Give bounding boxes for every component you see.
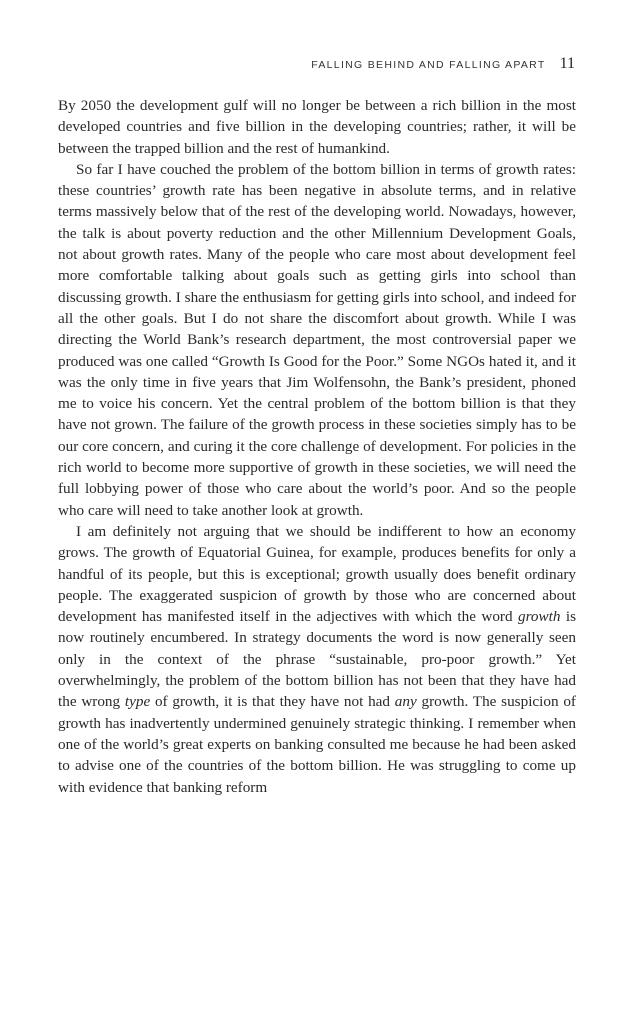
running-title: FALLING BEHIND AND FALLING APART [311,59,546,71]
paragraph-3-text-c: of growth, it is that they have not had [150,693,395,711]
paragraph-3 [58,521,576,798]
running-head [311,55,575,73]
paragraph-1: By 2050 the development gulf will no longer be between a rich billion in the most developed countries and five billion in the developing countries; rather, it will be between the trapped billion and the rest of humankind. [58,97,576,157]
paragraph-3-emphasis-any: any [394,693,417,711]
paragraph-3-text-a: I am definitely not arguing that we should be indifferent to how an economy grows. The growth of Equatorial Guinea, for example, produces benefits for only a handful of its people, but this is exceptional; growth usually does benefit ordinary people. The exaggerated suspicion of growth by those who are concerned about development has manifested itself in the adjectives with which the word [58,522,576,626]
paragraph-3-text-d: growth. The suspicion of growth has inadvertently undermined genuinely strategic thinking. I remember when one of the world’s great experts on banking consulted me because he had been asked to advise one of the countries of the bottom billion. He was struggling to come up with evidence that banking reform [58,693,576,796]
paragraph-3-emphasis-growth: growth [517,608,561,626]
page-body [58,95,576,798]
paragraph-2: So far I have couched the problem of the bottom billion in terms of growth rates: these countries’ growth rate has been negative in absolute terms, and in relative terms massively below that of the rest of the developing world. Nowadays, however, the talk is about poverty reduction and the other Millennium Development Goals, not about growth rates. Many of the people who care most about development feel more comfortable talking about goals such as getting girls into school than discussing growth. I share the enthusiasm for getting girls into school, and indeed for all the other goals. But I do not share the discomfort about growth. While I was directing the World Bank’s research department, the most controversial paper we produced was one called “Growth Is Good for the Poor.” Some NGOs hated it, and it was the only time in five years that Jim Wolfensohn, the Bank’s president, phoned me to voice his concern. Yet the central problem of the bottom billion is that they have not grown. The failure of the growth process in these societies simply has to be our core concern, and curing it the core challenge of development. For policies in the rich world to become more supportive of growth in these societies, we will need the full lobbying power of those who care about the world’s poor. And so the people who care will need to take another look at growth. [58,160,576,519]
paragraph-3-emphasis-type: type [124,693,151,711]
paragraph-3-text-b: is now routinely encumbered. In strategy documents the word is now generally seen only in the context of the phrase “sustainable, pro-poor growth.” Yet overwhelmingly, the problem of the bottom billion has not been that they have had the wrong [58,608,576,711]
page-number: 11 [559,55,575,72]
